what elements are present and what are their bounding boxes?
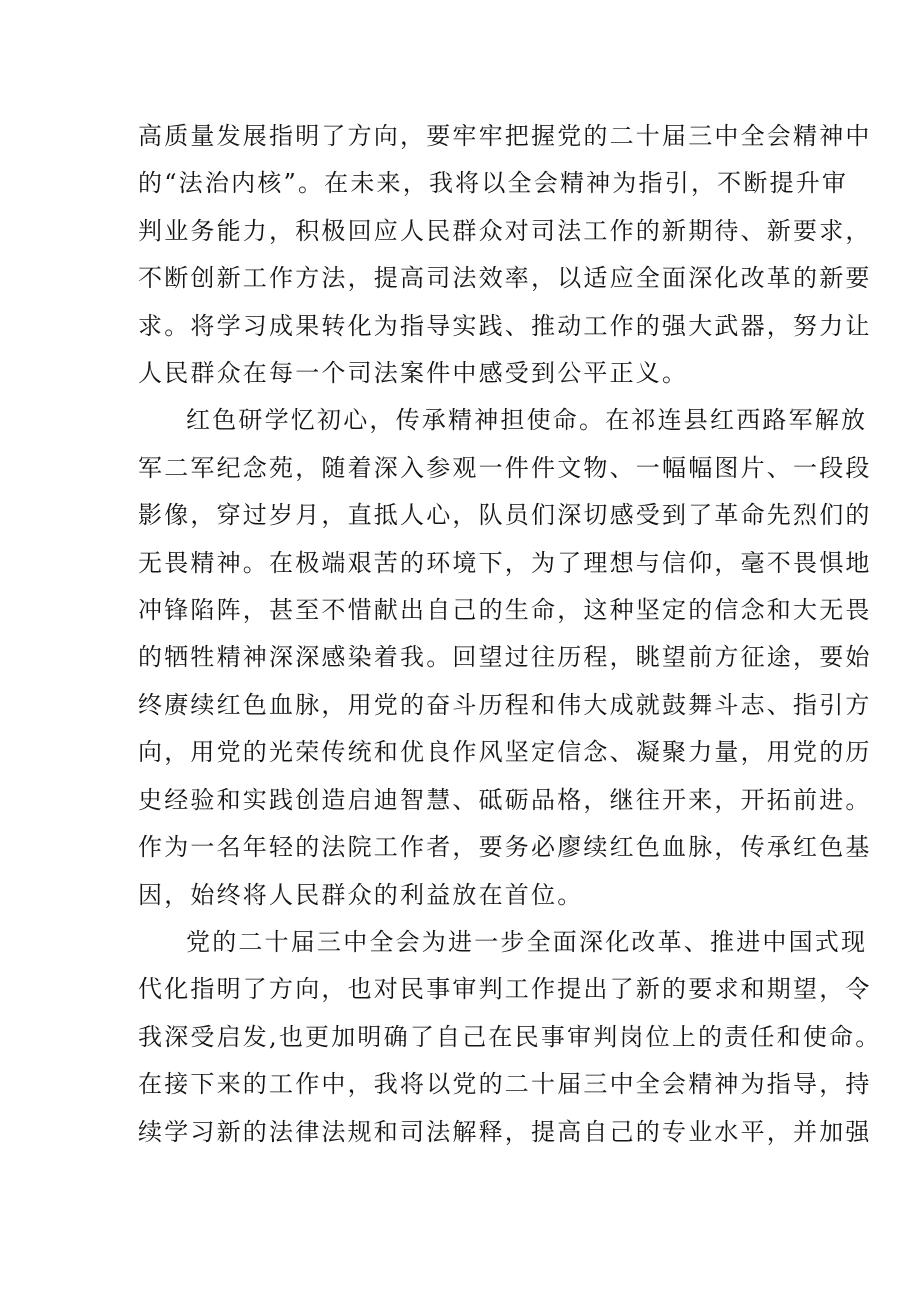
paragraph-line: 冲锋陷阵，甚至不惜献出自己的生命，这种坚定的信念和大无畏: [138, 596, 872, 625]
paragraph-line: 向，用党的光荣传统和优良作风坚定信念、凝聚力量，用党的历: [138, 738, 872, 767]
paragraph-1: [138, 113, 872, 397]
paragraph-line: 因，始终将人民群众的利益放在首位。: [138, 880, 584, 909]
paragraph-line: 续学习新的法律法规和司法解释，提高自己的专业水平，并加强: [138, 1117, 872, 1146]
paragraph-line: 求。将学习成果转化为指导实践、推动工作的强大武器，努力让: [138, 311, 872, 340]
paragraph-line: 军二军纪念苑，随着深入参观一件件文物、一幅幅图片、一段段: [138, 453, 872, 482]
paragraph-line: 的“法治内核”。在未来，我将以全会精神为指引，不断提升审: [138, 169, 849, 198]
paragraph-line: 影像，穿过岁月，直抵人心，队员们深切感受到了革命先烈们的: [138, 501, 872, 530]
paragraph-line: 终赓续红色血脉，用党的奋斗历程和伟大成就鼓舞斗志、指引方: [138, 690, 872, 719]
paragraph-line: 史经验和实践创造启迪智慧、砥砺品格，继往开来，开拓前进。: [138, 785, 872, 814]
paragraph-line: 不断创新工作方法，提高司法效率，以适应全面深化改革的新要: [138, 264, 872, 293]
paragraph-2: [138, 397, 872, 918]
paragraph-line: 作为一名年轻的法院工作者，要务必廖续红色血脉，传承红色基: [138, 833, 872, 862]
paragraph-line: 我深受启发,也更加明确了自己在民事审判岗位上的责任和使命。: [138, 1022, 882, 1051]
paragraph-line: 代化指明了方向，也对民事审判工作提出了新的要求和期望，令: [138, 975, 872, 1004]
paragraph-line: 判业务能力，积极回应人民群众对司法工作的新期待、新要求，: [138, 216, 872, 245]
paragraph-line: 人民群众在每一个司法案件中感受到公平正义。: [138, 359, 689, 388]
paragraph-line: 党的二十届三中全会为进一步全面深化改革、推进中国式现: [186, 927, 868, 956]
document-body: [138, 113, 882, 1156]
paragraph-line: 在接下来的工作中，我将以党的二十届三中全会精神为指导，持: [138, 1070, 872, 1099]
paragraph-3: [138, 919, 882, 1156]
paragraph-line: 无畏精神。在极端艰苦的环境下，为了理想与信仰，毫不畏惧地: [138, 548, 872, 577]
paragraph-line: 红色研学忆初心，传承精神担使命。在祁连县红西路军解放: [186, 406, 868, 435]
paragraph-line: 高质量发展指明了方向，要牢牢把握党的二十届三中全会精神中: [138, 122, 872, 150]
paragraph-line: 的牺牲精神深深感染着我。回望过往历程，眺望前方征途，要始: [138, 643, 872, 672]
